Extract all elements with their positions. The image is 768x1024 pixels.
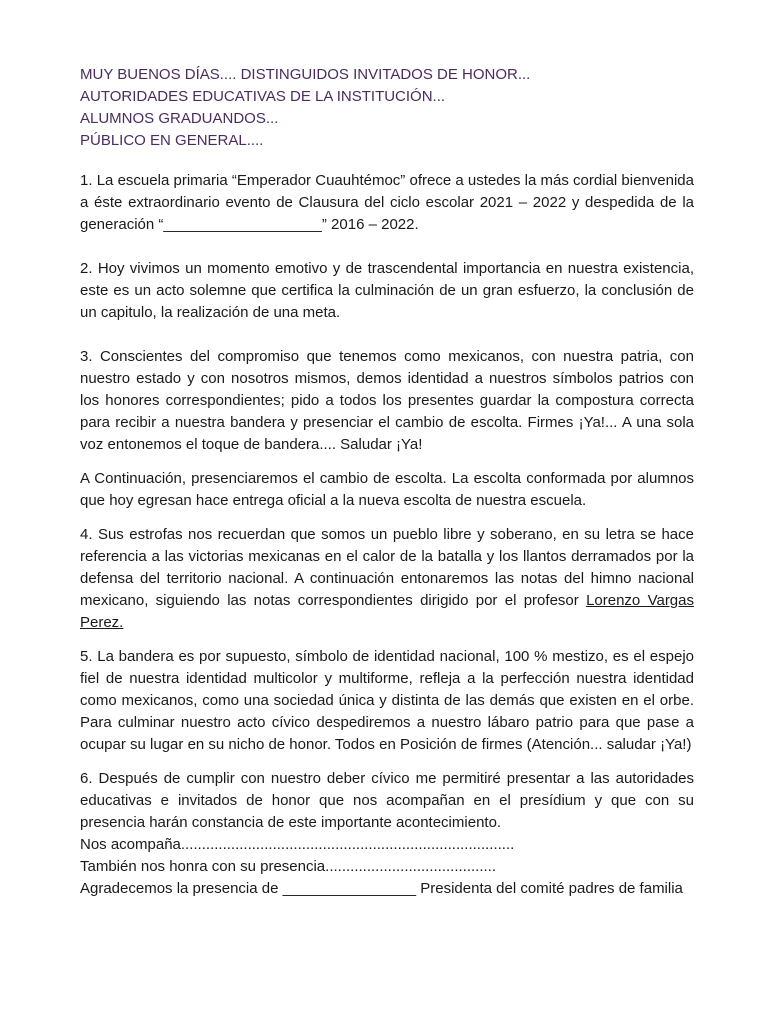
paragraph-4-text: 4. Sus estrofas nos recuerdan que somos un pueblo libre y soberano, en su letra se hace referencia a las victorias mexicanas en el calor de la batalla y los llantos derramados por la defensa del territorio nacional. A continuación entonaremos las notas del himno nacional mexicano, siguiendo las notas correspondientes dirigido por el profesor xyxy=(80,526,694,609)
paragraph-1: 1. La escuela primaria “Emperador Cuauhtémoc” ofrece a ustedes la más cordial bienvenida a éste extraordinario evento de Clausura del ciclo escolar 2021 – 2022 y despedida de la generación “___________________” 2016 – 2022. xyxy=(80,172,694,233)
paragraph-continuation: A Continuación, presenciaremos el cambio de escolta. La escolta conformada por alumnos que hoy egresan hace entrega oficial a la nueva escolta de nuestra escuela. xyxy=(80,470,694,509)
paragraph-3: 3. Conscientes del compromiso que tenemos como mexicanos, con nuestra patria, con nuestro estado y con nosotros mismos, demos identidad a nuestros símbolos patrios con los honores correspondientes; pido a todos los presentes guardar la compostura correcta para recibir a nuestra bandera y presenciar el cambio de escolta. Firmes ¡Ya!... A una sola voz entonemos el toque de bandera.... Saludar ¡Ya! xyxy=(80,348,694,453)
paragraph-4 xyxy=(80,524,694,634)
greeting-line: ALUMNOS GRADUANDOS... xyxy=(80,110,279,127)
greetings-block xyxy=(80,64,694,152)
closing-line: Agradecemos la presencia de ________________ Presidenta del comité padres de familia xyxy=(80,880,683,897)
greeting-line: PÚBLICO EN GENERAL.... xyxy=(80,132,264,149)
teacher-name: Lorenzo Vargas Perez. xyxy=(80,592,694,631)
paragraph-5: 5. La bandera es por supuesto, símbolo de identidad nacional, 100 % mestizo, es el espejo fiel de nuestra identidad multicolor y multiforme, refleja a la perfección nuestra identidad como mexicanos, como una sociedad única y distinta de las demás que existen en el orbe. Para culminar nuestro acto cívico despediremos a nuestro lábaro patrio para que pase a ocupar su lugar en su nicho de honor. Todos en Posición de firmes (Atención... saludar ¡Ya!) xyxy=(80,648,694,753)
closing-line: También nos honra con su presencia......................................... xyxy=(80,858,497,875)
closing-line: Nos acompaña................................................................................ xyxy=(80,836,515,853)
paragraph-2: 2. Hoy vivimos un momento emotivo y de trascendental importancia en nuestra existencia, este es un acto solemne que certifica la culminación de un gran esfuerzo, la conclusión de un capitulo, la realización de una meta. xyxy=(80,260,694,321)
greeting-line: AUTORIDADES EDUCATIVAS DE LA INSTITUCIÓN... xyxy=(80,88,446,105)
greeting-line: MUY BUENOS DÍAS.... DISTINGUIDOS INVITADOS DE HONOR... xyxy=(80,66,531,83)
closing-block xyxy=(80,834,694,900)
paragraph-6: 6. Después de cumplir con nuestro deber cívico me permitiré presentar a las autoridades educativas e invitados de honor que nos acompañan en el presídium y que con su presencia harán constancia de este importante acontecimiento. xyxy=(80,770,694,831)
